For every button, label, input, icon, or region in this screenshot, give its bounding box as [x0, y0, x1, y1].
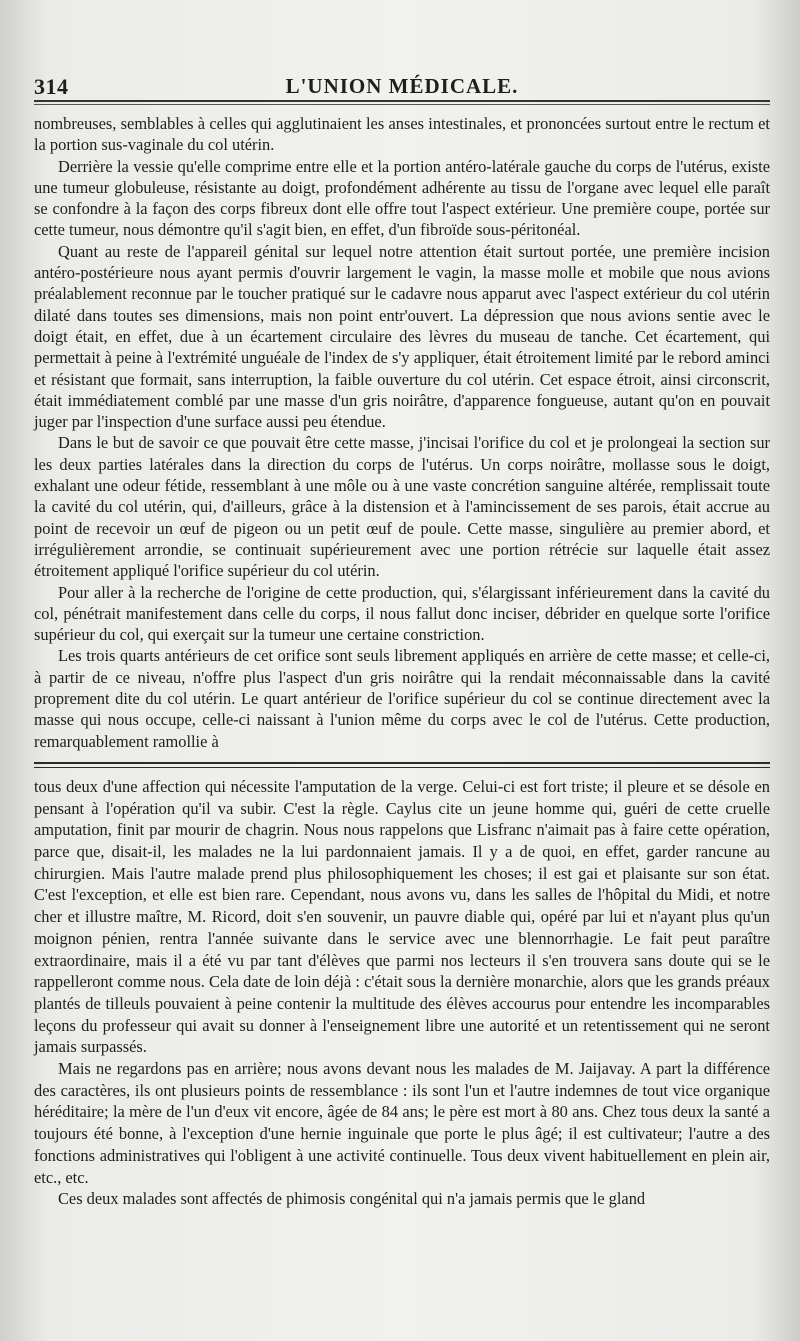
header-rule	[34, 100, 770, 105]
article-paragraph: Derrière la vessie qu'elle comprime entre elle et la portion antéro-latérale gauche du corps de l'utérus, existe une tumeur globuleuse, résistante au doigt, profondément adhérente au tissu de l'organe avec lequel elle paraît se confondre à la façon des corps fibreux dont elle offre tout l'aspect extérieur. Une première coupe, portée sur cette tumeur, nous démontre qu'il s'agit bien, en effet, d'un fibroïde sous-péritonéal.	[34, 156, 770, 240]
article-paragraph: nombreuses, semblables à celles qui agglutinaient les anses intestinales, et prononcées surtout entre le rectum et la portion sus-vaginale du col utérin.	[34, 114, 770, 155]
article-paragraph: Dans le but de savoir ce que pouvait être cette masse, j'incisai l'orifice du col et je prolongeai la section sur les deux parties latérales dans la direction du corps de l'utérus. Un corps noirâtre, mollasse sous le doigt, exhalant une odeur fétide, ressemblant à une môle ou à une vaste concrétion sanguine altérée, remplissait toute la cavité du col utérin, qui, d'ailleurs, grâce à la distension et à l'amincissement de ses parois, était accrue au point de recevoir un œuf de pigeon ou un petit œuf de poule. Cette masse, singulière au premier abord, et irrégulièrement arrondie, se continuait supérieurement avec une portion rétrécie sur laquelle était assez étroitement appliqué l'orifice supérieur du col utérin.	[34, 433, 770, 581]
page-header	[34, 64, 770, 100]
feuilleton-paragraph: tous deux d'une affection qui nécessite l'amputation de la verge. Celui-ci est fort triste; il pleure et se désole en pensant à l'opération qu'il va subir. C'est la règle. Caylus cite un jeune homme qui, guéri de cette cruelle amputation, finit par mourir de chagrin. Nous nous rappelons que Lisfranc n'aimait pas à faire cette opération, parce que, disait-il, les malades ne la lui pardonnaient jamais. Il y a de quoi, en effet, garder rancune au chirurgien. Mais l'autre malade prend plus philosophiquement les choses; il est gai et plaisante sur son état. C'est l'exception, et elle est bien rare. Cependant, nous avons vu, dans les salles de l'hôpital du Midi, et notre cher et illustre maître, M. Ricord, doit s'en souvenir, un pauvre diable qui, opéré par lui et n'ayant plus qu'un moignon pénien, rentra l'année suivante dans le service avec une blennorrhagie. Le fait peut paraître extraordinaire, mais il a été vu par tant d'élèves que parmi nos lecteurs il s'en trouvera sans doute qui se le rappelleront comme nous. Cela date de loin déjà : c'était sous la dernière monarchie, alors que les grands préaux plantés de tilleuls pouvaient à peine contenir la multitude des élèves accourus pour entendre les incomparables leçons du professeur qui avait su donner à l'enseignement libre une autorité et un retentissement qui ne seront jamais surpassés.	[34, 776, 770, 1057]
page-number: 314	[34, 74, 69, 99]
feuilleton-separator	[34, 762, 770, 768]
article-paragraph: Quant au reste de l'appareil génital sur lequel notre attention était surtout portée, une première incision antéro-postérieure nous ayant permis d'ouvrir largement le vagin, la masse molle et mobile que nous avions préalablement reconnue par le toucher pratiqué sur le cadavre nous apparut avec l'aspect extérieur du col utérin dilaté dans toutes ses dimensions, mais non point entr'ouvert. La dépression que nous avions sentie avec le doigt était, en effet, due à un écartement circulaire des lèvres du museau de tanche. Cet écartement, qui permettait à peine à l'extrémité unguéale de l'index de s'y appliquer, était étroitement limité par le rebord aminci et résistant que formait, sans interruption, la faible ouverture du col utérin. Cet espace étroit, ainsi circonscrit, était immédiatement comblé par une masse d'un gris noirâtre, d'apparence fongueuse, autant qu'on en pouvait juger par l'inspection d'une surface aussi peu étendue.	[34, 241, 770, 432]
article-paragraph: Pour aller à la recherche de l'origine de cette production, qui, s'élargissant inférieurement dans la cavité du col, pénétrait manifestement dans celle du corps, il nous fallut donc inciser, débrider en quelque sorte l'orifice supérieur du col, qui exerçait sur la tumeur une certaine constriction.	[34, 582, 770, 645]
running-title: L'UNION MÉDICALE.	[285, 74, 519, 98]
feuilleton-paragraph: Mais ne regardons pas en arrière; nous avons devant nous les malades de M. Jaijavay. A part la différence des caractères, ils ont plusieurs points de ressemblance : ils sont l'un et l'autre indemnes de tout vice organique héréditaire; la mère de l'un d'eux vit encore, âgée de 84 ans; le père est mort à 80 ans. Chez tous deux la santé a toujours été bonne, à l'exception d'une hernie inguinale que porte le plus âgé; il est cultivateur; l'autre a des fonctions administratives qui l'obligent à une activité continuelle. Tous deux vivent habituellement en plein air, etc., etc.	[34, 1059, 770, 1187]
feuilleton-paragraph: Ces deux malades sont affectés de phimosis congénital qui n'a jamais permis que le gland	[58, 1189, 646, 1209]
article-paragraph: Les trois quarts antérieurs de cet orifice sont seuls librement appliqués en arrière de cette masse; et celle-ci, à partir de ce niveau, n'offre plus l'aspect d'un gris noirâtre qui la rendait méconnaissable dans la cavité proprement dite du col utérin. Le quart antérieur de l'orifice supérieur du col se continue directement avec la masse qui nous occupe, celle-ci naissant à l'union même du corps avec le col de l'utérus. Cette production, remarquablement ramollie à	[34, 646, 770, 751]
feuilleton-section	[34, 776, 770, 1210]
main-article	[34, 113, 770, 752]
